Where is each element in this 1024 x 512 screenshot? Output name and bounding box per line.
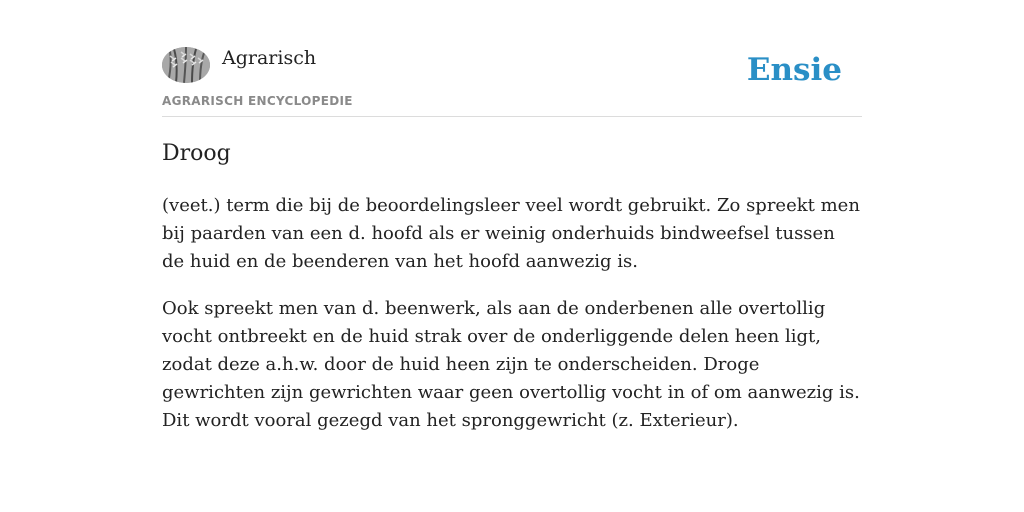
wheat-icon[interactable] <box>162 47 210 83</box>
site-subtitle: AGRARISCH ENCYCLOPEDIE <box>162 94 353 108</box>
site-name[interactable]: Agrarisch <box>222 47 317 69</box>
page-title: Droog <box>162 141 231 166</box>
brand-logo-link[interactable]: Ensie <box>746 52 842 88</box>
article-paragraph: (veet.) term die bij de beoordelingsleer veel wordt gebruikt. Zo spreekt men bij paarden van een d. hoofd als er weinig onderhuids bindweefsel tussen de huid en de beenderen van het hoofd aanwezig is. <box>162 195 860 272</box>
site-header <box>162 44 862 117</box>
article-paragraph: Ook spreekt men van d. beenwerk, als aan de onderbenen alle overtollig vocht ontbreekt en de huid strak over de onderliggende delen heen ligt, zodat deze a.h.w. door de huid heen zijn te onderscheiden. Droge gewrichten zijn gewrichten waar geen overtollig vocht in of om aanwezig is. Dit wordt vooral gezegd van het spronggewricht (z. Exterieur). <box>162 298 860 431</box>
article-body <box>162 192 862 454</box>
